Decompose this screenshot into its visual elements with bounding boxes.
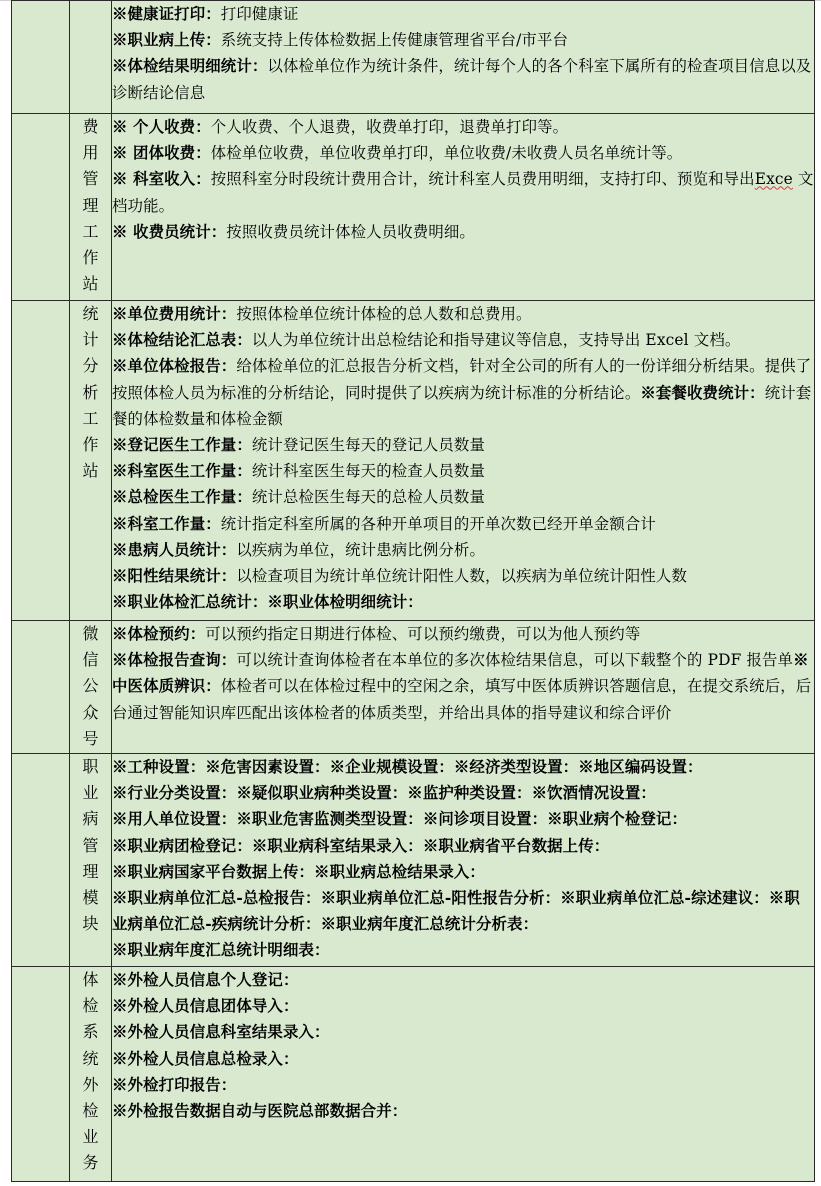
feature-label: ※科室医生工作量： xyxy=(112,462,252,481)
feature-label: ※职业病团检登记：※职业病科室结果录入：※职业病省平台数据上传： xyxy=(112,836,610,855)
category-char: 务 xyxy=(82,1153,99,1173)
feature-line xyxy=(112,1,814,27)
feature-label: ※ 科室收入： xyxy=(112,170,211,189)
feature-label: ※职业病上传： xyxy=(112,31,221,50)
category-char: 统 xyxy=(82,1048,99,1068)
category-char: 系 xyxy=(82,1022,99,1042)
feature-line xyxy=(112,780,814,806)
feature-label: ※阳性结果统计： xyxy=(112,567,237,586)
feature-line xyxy=(112,140,814,166)
feature-line xyxy=(112,27,814,53)
feature-description: 以体检单位作为统计条件，统计每个人的各个科室下属所有的检查项目信息以及诊断结论信息 xyxy=(112,57,812,102)
category-cell xyxy=(70,1,112,114)
feature-label: ※外检人员信息团体导入： xyxy=(112,997,299,1016)
feature-label: ※外检人员信息总检录入： xyxy=(112,1049,299,1068)
category-char: 费 xyxy=(82,117,99,136)
category-char: 理 xyxy=(82,861,99,881)
content-cell xyxy=(112,301,815,621)
category-char: 分 xyxy=(82,356,99,376)
feature-description: 个人收费、个人退费，收费单打印，退费单打印等。 xyxy=(210,118,569,136)
category-char: 业 xyxy=(82,1127,99,1147)
feature-description: 统计总检医生每天的总检人员数量 xyxy=(251,488,485,507)
feature-line xyxy=(112,833,814,859)
category-char: 工 xyxy=(82,408,99,428)
content-cell xyxy=(112,114,815,301)
feature-description: 给体检单位的汇总报告分析文档，针对全公司的所有人的一份详细分析结果。提供了按照体检人员为标准的分析结论，同时提供了以疾病为统计标准的分析结论。 xyxy=(112,357,812,402)
feature-label: ※健康证打印： xyxy=(112,5,221,23)
feature-line xyxy=(112,563,814,589)
category-char: 统 xyxy=(82,304,99,323)
feature-label: ※体检预约： xyxy=(112,625,206,643)
feature-label: ※患病人员统计： xyxy=(112,540,237,559)
category-cell xyxy=(70,114,112,301)
feature-label: ※行业分类设置：※疑似职业病种类设置：※监护种类设置：※饮酒情况设置： xyxy=(112,784,656,803)
category-char: 析 xyxy=(82,382,99,402)
feature-description: 按照体检单位统计体检的总人数和总费用。 xyxy=(236,305,532,323)
category-char: 管 xyxy=(82,169,99,189)
category-char: 公 xyxy=(82,676,99,696)
feature-description: 以人为单位统计出总检结论和指导建议等信息，支持导出 Excel 文档。 xyxy=(251,331,741,350)
blank-cell xyxy=(12,301,70,621)
feature-line xyxy=(112,219,814,245)
feature-line xyxy=(112,53,814,105)
feature-description: 体检者可以在体检过程中的空闲之余，填写中医体质辨识答题信息，在提交系统后，后台通过智能知识库匹配出该体检者的体质类型，并给出具体的指导建议和综合评价 xyxy=(112,677,812,722)
feature-label: ※体检结果明细统计： xyxy=(112,57,268,76)
feature-label: ※职业病年度汇总统计明细表： xyxy=(112,941,330,960)
feature-line xyxy=(112,859,814,885)
feature-label: ※外检人员信息科室结果录入： xyxy=(112,1023,330,1042)
feature-description: 以疾病为单位，统计患病比例分析。 xyxy=(236,540,485,559)
feature-line xyxy=(112,484,814,510)
feature-line xyxy=(112,511,814,537)
category-char: 工 xyxy=(82,221,99,241)
feature-description: 系统支持上传体检数据上传健康管理省平台/市平台 xyxy=(220,31,569,50)
feature-description: Exce xyxy=(754,170,793,189)
feature-label: ※套餐收费统计： xyxy=(640,383,765,402)
category-char: 检 xyxy=(82,996,99,1016)
feature-label: ※科室工作量： xyxy=(112,514,221,533)
feature-line xyxy=(112,458,814,484)
feature-line xyxy=(112,432,814,458)
feature-line xyxy=(112,754,814,780)
feature-line xyxy=(112,301,814,327)
category-cell xyxy=(70,621,112,754)
category-char: 信 xyxy=(82,650,99,670)
feature-line xyxy=(112,114,814,140)
feature-line xyxy=(112,967,814,993)
feature-line xyxy=(112,1072,814,1098)
feature-table xyxy=(11,0,815,1182)
feature-label: ※职业病单位汇总-总检报告：※职业病单位汇总-阳性报告分析：※职业病单位汇总-综述建议：※职业病单位汇总-疾病统计分析：※职业病年度汇总统计分析表： xyxy=(112,889,800,934)
row-health-report xyxy=(12,1,815,114)
blank-cell xyxy=(12,967,70,1182)
feature-label: ※登记医生工作量： xyxy=(112,436,252,455)
feature-label: ※总检医生工作量： xyxy=(112,488,252,507)
blank-cell xyxy=(12,114,70,301)
feature-line xyxy=(112,647,814,726)
content-cell xyxy=(112,621,815,754)
feature-line xyxy=(112,621,814,647)
category-char: 号 xyxy=(82,728,99,748)
feature-line xyxy=(112,537,814,563)
category-char: 职 xyxy=(82,757,99,776)
feature-description: 文档功能。 xyxy=(112,170,814,215)
feature-description: 打印健康证 xyxy=(220,5,299,23)
category-char: 作 xyxy=(82,248,99,268)
feature-description: 统计登记医生每天的登记人员数量 xyxy=(251,436,485,455)
feature-label: ※用人单位设置：※职业危害监测类型设置：※问诊项目设置：※职业病个检登记： xyxy=(112,810,688,829)
feature-label: ※职业体检汇总统计：※职业体检明细统计： xyxy=(112,593,423,612)
feature-description: 以检查项目为统计单位统计阳性人数，以疾病为单位统计阳性人数 xyxy=(236,567,688,586)
feature-description: 统计科室医生每天的检查人员数量 xyxy=(251,462,485,481)
category-char: 体 xyxy=(82,970,99,989)
feature-line xyxy=(112,885,814,937)
feature-label: ※体检报告查询： xyxy=(112,651,237,670)
feature-label: ※ 收费员统计： xyxy=(112,222,227,241)
content-cell xyxy=(112,967,815,1182)
blank-cell xyxy=(12,1,70,114)
category-char: 众 xyxy=(82,702,99,722)
category-char: 业 xyxy=(82,783,99,803)
feature-line xyxy=(112,1098,814,1124)
category-char: 管 xyxy=(82,835,99,855)
feature-label: ※体检结论汇总表： xyxy=(112,331,252,350)
row-occupational xyxy=(12,754,815,967)
category-char: 模 xyxy=(82,888,99,908)
feature-line xyxy=(112,327,814,353)
row-external-exam xyxy=(12,967,815,1182)
category-char: 病 xyxy=(82,809,99,829)
category-cell xyxy=(70,754,112,967)
feature-label: ※外检人员信息个人登记： xyxy=(112,971,299,989)
category-char: 作 xyxy=(82,435,99,455)
feature-line xyxy=(112,353,814,432)
feature-line xyxy=(112,1019,814,1045)
category-char: 块 xyxy=(82,914,99,934)
category-cell xyxy=(70,967,112,1182)
content-cell xyxy=(112,1,815,114)
feature-label: ※中医体质辨识： xyxy=(112,651,809,696)
content-cell xyxy=(112,754,815,967)
category-char: 检 xyxy=(82,1101,99,1121)
feature-description: 可以预约指定日期进行体检、可以预约缴费，可以为他人预约等 xyxy=(205,625,641,643)
category-char: 计 xyxy=(82,330,99,350)
feature-description: 体检单位收费，单位收费单打印，单位收费/未收费人员名单统计等。 xyxy=(210,144,683,163)
blank-cell xyxy=(12,621,70,754)
blank-cell xyxy=(12,754,70,967)
row-wechat xyxy=(12,621,815,754)
feature-line xyxy=(112,806,814,832)
feature-line xyxy=(112,589,814,615)
category-char: 理 xyxy=(82,195,99,215)
category-char: 用 xyxy=(82,143,99,163)
feature-label: ※外检报告数据自动与医院总部数据合并： xyxy=(112,1102,408,1121)
feature-label: ※职业病国家平台数据上传：※职业病总检结果录入： xyxy=(112,862,485,881)
feature-line xyxy=(112,937,814,963)
feature-label: ※ 个人收费： xyxy=(112,118,211,136)
feature-label: ※单位费用统计： xyxy=(112,305,237,323)
feature-description: 按照科室分时段统计费用合计，统计科室人员费用明细，支持打印、预览和导出 xyxy=(210,170,755,189)
category-char: 站 xyxy=(82,461,99,481)
feature-line xyxy=(112,993,814,1019)
feature-label: ※单位体检报告： xyxy=(112,357,237,376)
feature-description: 按照收费员统计体检人员收费明细。 xyxy=(226,222,475,241)
feature-line xyxy=(112,166,814,218)
category-char: 微 xyxy=(82,624,99,643)
feature-line xyxy=(112,1046,814,1072)
feature-description: 可以统计查询体检者在本单位的多次体检结果信息，可以下载整个的 PDF 报告单 xyxy=(236,651,794,670)
feature-description: 统计指定科室所属的各种开单项目的开单次数已经开单金额合计 xyxy=(220,514,656,533)
category-char: 外 xyxy=(82,1074,99,1094)
row-fee-management xyxy=(12,114,815,301)
feature-label: ※ 团体收费： xyxy=(112,144,211,163)
category-char: 站 xyxy=(82,274,99,294)
feature-description: 统计套餐的体检数量和体检金额 xyxy=(112,383,812,428)
feature-label: ※外检打印报告： xyxy=(112,1075,237,1094)
feature-label: ※工种设置：※危害因素设置：※企业规模设置：※经济类型设置：※地区编码设置： xyxy=(112,758,703,776)
row-statistics xyxy=(12,301,815,621)
category-cell xyxy=(70,301,112,621)
